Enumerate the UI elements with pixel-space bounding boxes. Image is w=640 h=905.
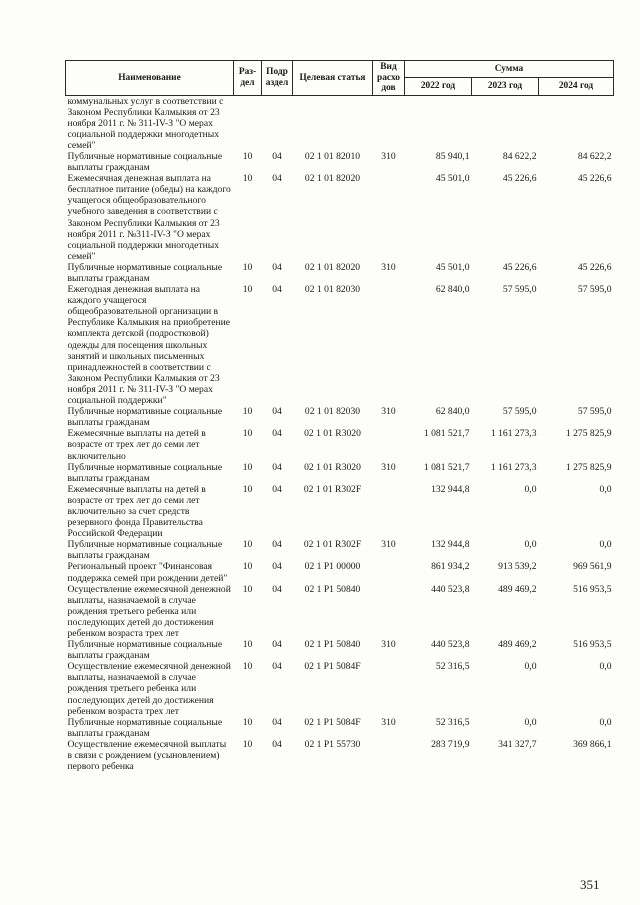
cell-sum-2022: 861 934,2: [431, 561, 470, 573]
cell-name: Публичные нормативные социальные выплаты гражданам: [67, 150, 223, 174]
cell-podrazdel: 04: [272, 661, 282, 673]
table-row: [66, 284, 614, 406]
cell-sum-2023: 57 595,0: [502, 284, 537, 296]
cell-target: 02 1 01 82020: [304, 173, 361, 185]
table-row: [66, 561, 614, 583]
cell-sum-2024: 516 953,5: [573, 639, 612, 651]
cell-name: Публичные нормативные социальные выплаты гражданам: [67, 716, 223, 739]
cell-razdel: 10: [242, 284, 253, 296]
cell-podrazdel: 04: [272, 716, 282, 728]
cell-sum-2022: 1 081 521,7: [423, 428, 470, 440]
cell-name: Ежемесячные выплаты на детей в возрасте от трех лет до семи лет включительно: [67, 428, 206, 462]
cell-sum-2024: 1 275 825,9: [565, 428, 612, 440]
cell-target: 02 1 01 R302F: [303, 539, 362, 551]
cell-podrazdel: 04: [272, 561, 282, 573]
table-row: [66, 661, 614, 716]
cell-razdel: 10: [242, 483, 253, 495]
cell-sum-2022: 45 501,0: [435, 261, 470, 273]
table-row: [66, 262, 614, 284]
header-2023: 2023 год: [472, 78, 539, 95]
cell-sum-2024: 0,0: [599, 661, 612, 673]
cell-podrazdel: [262, 95, 293, 151]
table-header: [66, 61, 614, 96]
cell-sum-2023: 1 161 273,3: [490, 428, 537, 440]
table-row: [66, 462, 614, 484]
cell-sum-2022: 440 523,8: [431, 583, 470, 595]
cell-sum-2024: 369 866,1: [573, 738, 612, 750]
cell-sum-2024: 45 226,6: [577, 261, 612, 273]
cell-sum-2022: 62 840,0: [435, 406, 470, 418]
cell-sum-2023: 0,0: [524, 716, 537, 728]
table-row: [66, 95, 614, 151]
cell-name: Ежемесячные выплаты на детей в возрасте от трех лет до семи лет включительно за счет средств резервного фонда Правительства Российской Федерации: [67, 483, 206, 540]
header-podrazdel: Подр аздел: [262, 61, 293, 96]
cell-target: 02 1 P1 5084F: [304, 661, 361, 673]
table-body: [66, 95, 614, 772]
cell-razdel: 10: [242, 150, 253, 162]
cell-sum-2022: 1 081 521,7: [423, 461, 470, 473]
cell-podrazdel: 04: [272, 261, 282, 273]
cell-target: 02 1 P1 50840: [304, 583, 361, 595]
cell-sum-2024: 0,0: [599, 716, 612, 728]
cell-sum-2024: [539, 95, 614, 151]
cell-sum-2022: [405, 95, 472, 151]
table-row: [66, 484, 614, 539]
cell-vid: [373, 284, 405, 406]
cell-podrazdel: 04: [272, 639, 282, 651]
cell-target: 02 1 P1 00000: [304, 561, 361, 573]
cell-razdel: 10: [242, 661, 253, 673]
cell-sum-2023: 489 469,2: [498, 639, 537, 651]
cell-sum-2023: 45 226,6: [502, 261, 537, 273]
cell-razdel: 10: [242, 261, 253, 273]
cell-vid: [373, 95, 405, 151]
cell-razdel: 10: [242, 428, 253, 440]
cell-vid: [373, 561, 405, 583]
cell-sum-2024: 1 275 825,9: [565, 461, 612, 473]
cell-sum-2023: 0,0: [524, 483, 537, 495]
cell-vid: 310: [381, 539, 396, 551]
table-row: [66, 406, 614, 428]
cell-vid: [373, 428, 405, 461]
table-row: [66, 151, 614, 173]
cell-target: 02 1 01 82030: [304, 284, 361, 296]
cell-sum-2023: 489 469,2: [498, 583, 537, 595]
cell-vid: 310: [381, 150, 396, 162]
table-row: [66, 739, 614, 772]
cell-target: 02 1 01 R3020: [304, 428, 361, 440]
cell-target: 02 1 01 82030: [304, 406, 361, 418]
cell-target: 02 1 01 82020: [304, 261, 361, 273]
cell-razdel: 10: [242, 716, 253, 728]
cell-sum-2023: 45 226,6: [502, 173, 537, 185]
cell-vid: 310: [381, 461, 396, 473]
cell-name: Региональный проект "Финансовая поддержка семей при рождении детей": [67, 561, 228, 584]
cell-sum-2024: 57 595,0: [577, 284, 612, 296]
cell-name: Публичные нормативные социальные выплаты гражданам: [67, 639, 223, 662]
cell-podrazdel: 04: [272, 583, 282, 595]
cell-podrazdel: 04: [272, 150, 282, 162]
cell-podrazdel: 04: [272, 173, 282, 185]
cell-target: 02 1 P1 55730: [304, 738, 361, 750]
cell-razdel: 10: [242, 461, 253, 473]
cell-vid: [373, 173, 405, 262]
cell-sum-2024: 57 595,0: [577, 406, 612, 418]
cell-name: Осуществление ежемесячной денежной выплаты, назначаемой в случае рождения третьего ребенка или последующих детей до достижения ребенком возраста трех лет: [67, 661, 231, 717]
cell-target: 02 1 01 R3020: [304, 461, 361, 473]
budget-table: [65, 60, 614, 772]
cell-sum-2023: 0,0: [524, 661, 537, 673]
cell-target: 02 1 P1 50840: [304, 639, 361, 651]
cell-podrazdel: 04: [272, 738, 282, 750]
cell-target: 02 1 P1 5084F: [304, 716, 361, 728]
cell-razdel: 10: [242, 639, 253, 651]
cell-sum-2023: [472, 95, 539, 151]
table-row: [66, 539, 614, 561]
header-2024: 2024 год: [539, 78, 614, 95]
table-row: [66, 639, 614, 661]
cell-target: 02 1 01 82010: [304, 150, 361, 162]
cell-podrazdel: 04: [272, 461, 282, 473]
cell-sum-2024: 45 226,6: [577, 173, 612, 185]
cell-razdel: 10: [242, 539, 253, 551]
cell-name: Публичные нормативные социальные выплаты гражданам: [67, 461, 223, 484]
header-target: Целевая статья: [293, 61, 373, 96]
cell-sum-2022: 62 840,0: [435, 284, 470, 296]
cell-sum-2022: 45 501,0: [435, 173, 470, 185]
cell-target: 02 1 01 R302F: [303, 483, 362, 495]
cell-sum-2024: 0,0: [599, 539, 612, 551]
cell-vid: 310: [381, 406, 396, 418]
cell-podrazdel: 04: [272, 539, 282, 551]
table-row: [66, 584, 614, 639]
page-number: 351: [580, 877, 600, 892]
header-2022: 2022 год: [405, 78, 472, 95]
table-row: [66, 717, 614, 739]
cell-podrazdel: 04: [272, 406, 282, 418]
cell-name: Ежегодная денежная выплата на каждого учащегося общеобразовательной организации в Республике Калмыкия на приобретение комплекта детской (подростковой) одежды для посещения школьных занятий и школьных письменных принадлежностей в соответствии с Законом Республики Калмыкия от 23 ноября 2011 г. № 311-IV-З "О мерах социальной поддержки": [67, 284, 231, 407]
cell-vid: 310: [381, 261, 396, 273]
header-razdel: Раз-дел: [234, 61, 262, 96]
table-row: [66, 428, 614, 461]
cell-target: [293, 95, 373, 151]
cell-sum-2024: 516 953,5: [573, 583, 612, 595]
cell-sum-2022: 85 940,1: [435, 150, 470, 162]
table-row: [66, 173, 614, 262]
cell-sum-2022: 132 944,8: [431, 539, 470, 551]
cell-sum-2023: 84 622,2: [502, 150, 537, 162]
cell-razdel: 10: [242, 173, 253, 185]
cell-sum-2022: 283 719,9: [431, 738, 470, 750]
cell-sum-2024: 0,0: [599, 483, 612, 495]
cell-vid: [373, 484, 405, 539]
cell-name: Осуществление ежемесячной денежной выплаты, назначаемой в случае рождения третьего ребенка или последующих детей до достижения ребенком возраста трех лет: [67, 583, 231, 639]
cell-razdel: 10: [242, 406, 253, 418]
cell-vid: 310: [381, 716, 396, 728]
cell-sum-2022: 132 944,8: [431, 483, 470, 495]
cell-razdel: 10: [242, 561, 253, 573]
cell-sum-2024: 969 561,9: [573, 561, 612, 573]
cell-name: Публичные нормативные социальные выплаты гражданам: [67, 406, 223, 429]
cell-name: Ежемесячная денежная выплата на бесплатное питание (обеды) на каждого учащегося общеобразовательного учебного заведения в соответствии с Законом Республики Калмыкия от 23 ноября 2011 г. №311-IV-З "О мерах социальной поддержки многодетных семей": [67, 173, 231, 262]
cell-sum-2023: 341 327,7: [498, 738, 537, 750]
cell-razdel: 10: [242, 738, 253, 750]
cell-razdel: 10: [242, 583, 253, 595]
cell-name: Публичные нормативные социальные выплаты гражданам: [67, 261, 223, 284]
cell-vid: [373, 584, 405, 639]
cell-vid: 310: [381, 639, 396, 651]
cell-name: коммунальных услуг в соответствии с Законом Республики Калмыкия от 23 ноября 2011 г. № 311-IV-З "О мерах социальной поддержки многодетных семей": [67, 95, 224, 151]
cell-podrazdel: 04: [272, 428, 282, 440]
cell-razdel: [234, 95, 262, 151]
cell-sum-2023: 0,0: [524, 539, 537, 551]
cell-sum-2022: 52 316,5: [435, 716, 470, 728]
cell-sum-2023: 57 595,0: [502, 406, 537, 418]
cell-vid: [373, 661, 405, 716]
cell-sum-2023: 1 161 273,3: [490, 461, 537, 473]
cell-podrazdel: 04: [272, 284, 282, 296]
header-vid: Вид расхо дов: [373, 61, 405, 96]
cell-sum-2024: 84 622,2: [577, 150, 612, 162]
header-sum: Сумма: [405, 61, 614, 78]
cell-vid: [373, 739, 405, 772]
cell-name: Осуществление ежемесячной выплаты в связи с рождением (усыновлением) первого ребенка: [67, 738, 227, 773]
header-name: Наименование: [66, 61, 234, 96]
cell-podrazdel: 04: [272, 483, 282, 495]
cell-name: Публичные нормативные социальные выплаты гражданам: [67, 539, 223, 562]
cell-sum-2023: 913 539,2: [498, 561, 537, 573]
cell-sum-2022: 440 523,8: [431, 639, 470, 651]
cell-sum-2022: 52 316,5: [435, 661, 470, 673]
